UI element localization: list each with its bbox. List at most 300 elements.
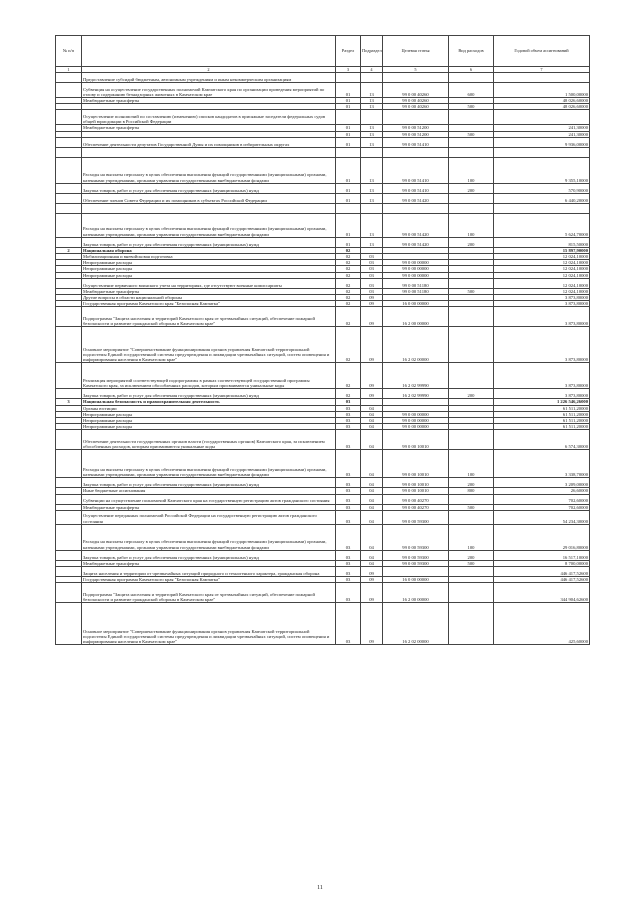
row-subsection-cell: 03 bbox=[361, 278, 383, 288]
row-vid-cell bbox=[449, 137, 494, 147]
row-section-cell: 01 bbox=[336, 125, 361, 131]
table-row bbox=[56, 478, 590, 488]
row-name-cell: Закупка товаров, работ и услуг для обеспечения государственных (муниципальных) нужд bbox=[82, 478, 336, 488]
row-vid-cell: 500 bbox=[449, 104, 494, 110]
row-amount-cell: 3 209,00000 bbox=[494, 478, 590, 488]
row-target-cell: 16 2 02 99990 bbox=[383, 363, 449, 389]
row-target-cell: 99 0 00 40270 bbox=[383, 494, 449, 504]
row-section-cell: 03 bbox=[336, 478, 361, 488]
row-target-cell: 99 0 00 40260 bbox=[383, 98, 449, 104]
table-row bbox=[56, 389, 590, 399]
row-name-cell: Осуществление первичного воинского учета на территориях, где отсутствуют военные комиссариаты bbox=[82, 278, 336, 288]
row-target-cell: 99 0 00 40260 bbox=[383, 104, 449, 110]
row-section-cell: 03 bbox=[336, 560, 361, 566]
row-amount-cell: 48 026,60000 bbox=[494, 104, 590, 110]
table-body bbox=[56, 73, 590, 645]
row-target-cell bbox=[383, 110, 449, 125]
table-row bbox=[56, 524, 590, 550]
row-target-cell: 99 0 00 10010 bbox=[383, 478, 449, 488]
row-num-cell bbox=[56, 83, 82, 98]
row-target-cell: 99 0 00 00000 bbox=[383, 260, 449, 266]
row-amount-cell: 9 936,00000 bbox=[494, 137, 590, 147]
row-num-cell bbox=[56, 389, 82, 399]
row-target-cell: 16 2 00 00000 bbox=[383, 583, 449, 603]
row-amount-cell: 12 024,10000 bbox=[494, 278, 590, 288]
row-target-cell: 99 0 00 00000 bbox=[383, 272, 449, 278]
row-amount-cell: 61 511,20000 bbox=[494, 424, 590, 430]
row-vid-cell bbox=[449, 603, 494, 645]
row-name-cell: Другие вопросы в области национальной обороны bbox=[82, 295, 336, 301]
row-target-cell: 99 0 00 51200 bbox=[383, 125, 449, 131]
row-amount-cell: 9 355,10000 bbox=[494, 157, 590, 183]
row-name-cell: Реализация мероприятий соответствующей подпрограммы в рамках соответствующей государственной программы Камчатского края, за исключением обособленных расходов, которым присваиваются уникальные коды bbox=[82, 363, 336, 389]
row-vid-cell bbox=[449, 110, 494, 125]
row-amount-cell: 702,60000 bbox=[494, 494, 590, 504]
row-target-cell: 99 0 00 51200 bbox=[383, 131, 449, 137]
row-vid-cell bbox=[449, 73, 494, 83]
row-target-cell: 99 0 00 40270 bbox=[383, 504, 449, 510]
row-vid-cell: 200 bbox=[449, 478, 494, 488]
row-section-cell: 03 bbox=[336, 577, 361, 583]
row-num-cell bbox=[56, 510, 82, 524]
table-row bbox=[56, 583, 590, 603]
row-name-cell: Закупка товаров, работ и услуг для обеспечения государственных (муниципальных) нужд bbox=[82, 389, 336, 399]
row-amount-cell: 3 873,80000 bbox=[494, 363, 590, 389]
row-vid-cell: 200 bbox=[449, 237, 494, 247]
row-num-cell bbox=[56, 278, 82, 288]
row-amount-cell: 8 700,00000 bbox=[494, 560, 590, 566]
col-number: 3 bbox=[336, 67, 361, 73]
row-name-cell: Межбюджетные трансферты bbox=[82, 560, 336, 566]
row-name-cell: Подпрограмма "Защита населения и территорий Камчатского края от чрезвычайных ситуаций, обеспечение пожарной безопасности и развитие гражданской обороны в Камчатском крае" bbox=[82, 307, 336, 327]
row-name-cell: Субвенции на осуществление полномочий Камчатского края на государственную регистрацию актов гражданского состояния bbox=[82, 494, 336, 504]
row-subsection-cell: 04 bbox=[361, 424, 383, 430]
row-amount-cell bbox=[494, 110, 590, 125]
row-vid-cell bbox=[449, 494, 494, 504]
table-row bbox=[56, 193, 590, 203]
row-section-cell: 03 bbox=[336, 510, 361, 524]
row-subsection-cell: 13 bbox=[361, 213, 383, 237]
row-name-cell: Непрограммные расходы bbox=[82, 411, 336, 417]
row-amount-cell: 54 234,30000 bbox=[494, 510, 590, 524]
row-subsection-cell: 03 bbox=[361, 266, 383, 272]
row-vid-cell bbox=[449, 193, 494, 203]
row-name-cell: Межбюджетные трансферты bbox=[82, 125, 336, 131]
row-name-cell: Обеспечение деятельности государственных органов власти (государственных органов) Камчатского края, за исключением обособленных расходов, которым присваиваются уникальные коды bbox=[82, 430, 336, 450]
row-name-cell: Органы юстиции bbox=[82, 405, 336, 411]
row-vid-cell: 200 bbox=[449, 389, 494, 399]
row-vid-cell bbox=[449, 363, 494, 389]
header-amount: Годовой объем ассигнований bbox=[494, 36, 590, 67]
row-subsection-cell: 04 bbox=[361, 450, 383, 478]
row-name-cell: Расходы на выплаты персоналу в целях обеспечения выполнения функций государственными (муниципальными) органами, казенными учреждениями, органами управления государственными внебюджетными фондами bbox=[82, 213, 336, 237]
row-num-cell bbox=[56, 567, 82, 577]
row-subsection-cell: 04 bbox=[361, 405, 383, 411]
row-section-cell: 02 bbox=[336, 389, 361, 399]
row-subsection-cell: 13 bbox=[361, 157, 383, 183]
row-name-cell: Обеспечение деятельности депутатов Государственной Думы и их помощников в избирательных округах bbox=[82, 137, 336, 147]
row-subsection-cell: 04 bbox=[361, 478, 383, 488]
row-subsection-cell: 04 bbox=[361, 504, 383, 510]
row-vid-cell bbox=[449, 567, 494, 577]
col-number: 4 bbox=[361, 67, 383, 73]
row-subsection-cell: 03 bbox=[361, 288, 383, 294]
row-section-cell: 02 bbox=[336, 327, 361, 363]
row-subsection-cell: 04 bbox=[361, 510, 383, 524]
row-num-cell bbox=[56, 478, 82, 488]
table-row bbox=[56, 237, 590, 247]
col-number: 1 bbox=[56, 67, 82, 73]
row-subsection-cell: 13 bbox=[361, 193, 383, 203]
row-name-cell: Закупка товаров, работ и услуг для обеспечения государственных (муниципальных) нужд bbox=[82, 183, 336, 193]
row-subsection-cell: 03 bbox=[361, 260, 383, 266]
row-target-cell: 99 0 00 59300 bbox=[383, 560, 449, 566]
table-row bbox=[56, 213, 590, 237]
row-subsection-cell: 04 bbox=[361, 411, 383, 417]
row-target-cell: 99 0 00 51420 bbox=[383, 213, 449, 237]
row-target-cell: 99 0 00 10010 bbox=[383, 430, 449, 450]
row-section-cell: 01 bbox=[336, 83, 361, 98]
row-section-cell: 01 bbox=[336, 157, 361, 183]
row-name-cell: Расходы на выплаты персоналу в целях обеспечения выполнения функций государственными (муниципальными) органами, казенными учреждениями, органами управления государственными внебюджетными фондами bbox=[82, 157, 336, 183]
row-amount-cell: 241,30000 bbox=[494, 131, 590, 137]
row-num-cell bbox=[56, 524, 82, 550]
row-subsection-cell: 13 bbox=[361, 125, 383, 131]
row-name-cell: Национальная безопасность и правоохранительная деятельность bbox=[82, 399, 336, 405]
row-subsection-cell: 09 bbox=[361, 327, 383, 363]
row-subsection-cell bbox=[361, 203, 383, 213]
row-amount-cell: 12 024,10000 bbox=[494, 260, 590, 266]
row-num-cell bbox=[56, 213, 82, 237]
row-vid-cell: 100 bbox=[449, 213, 494, 237]
row-num-cell bbox=[56, 307, 82, 327]
row-target-cell: 99 0 00 59300 bbox=[383, 524, 449, 550]
row-vid-cell bbox=[449, 327, 494, 363]
row-subsection-cell: 09 bbox=[361, 577, 383, 583]
row-subsection-cell: 03 bbox=[361, 272, 383, 278]
row-vid-cell: 100 bbox=[449, 450, 494, 478]
row-subsection-cell: 13 bbox=[361, 237, 383, 247]
row-amount-cell: 61 511,20000 bbox=[494, 418, 590, 424]
row-vid-cell: 500 bbox=[449, 288, 494, 294]
row-target-cell: 99 0 00 51180 bbox=[383, 278, 449, 288]
row-name-cell: Осуществление переданных полномочий Российской Федерации на государственную регистрацию актов гражданского состояния bbox=[82, 510, 336, 524]
row-amount-cell: 3 873,80000 bbox=[494, 389, 590, 399]
table-row bbox=[56, 450, 590, 478]
row-target-cell: 16 0 00 00000 bbox=[383, 577, 449, 583]
row-amount-cell: 12 024,10000 bbox=[494, 272, 590, 278]
row-amount-cell: 12 024,10000 bbox=[494, 254, 590, 260]
row-target-cell: 99 0 00 40260 bbox=[383, 83, 449, 98]
row-subsection-cell: 13 bbox=[361, 183, 383, 193]
row-num-cell bbox=[56, 450, 82, 478]
table-row bbox=[56, 183, 590, 193]
row-amount-cell: 61 511,20000 bbox=[494, 405, 590, 411]
row-target-cell: 99 0 00 00000 bbox=[383, 424, 449, 430]
row-section-cell: 01 bbox=[336, 104, 361, 110]
row-section-cell: 03 bbox=[336, 450, 361, 478]
row-section-cell: 02 bbox=[336, 278, 361, 288]
row-subsection-cell: 04 bbox=[361, 488, 383, 494]
row-section-cell: 02 bbox=[336, 247, 361, 253]
row-section-cell: 03 bbox=[336, 494, 361, 504]
row-name-cell: Межбюджетные трансферты bbox=[82, 98, 336, 104]
row-subsection-cell bbox=[361, 73, 383, 83]
row-name-cell: Закупка товаров, работ и услуг для обеспечения государственных (муниципальных) нужд bbox=[82, 550, 336, 560]
col-number: 7 bbox=[494, 67, 590, 73]
row-section-cell: 03 bbox=[336, 418, 361, 424]
row-num-cell bbox=[56, 137, 82, 147]
row-num-cell bbox=[56, 183, 82, 193]
row-section-cell bbox=[336, 73, 361, 83]
row-section-cell: 03 bbox=[336, 583, 361, 603]
table-row bbox=[56, 327, 590, 363]
row-name-cell: Субвенция на осуществление государственных полномочий Камчатского края по организации проведения мероприятий по отлову и содержанию безнадзорных животных в Камчатском крае bbox=[82, 83, 336, 98]
row-vid-cell bbox=[449, 203, 494, 213]
row-amount-cell: 702,60000 bbox=[494, 504, 590, 510]
row-name-cell: Межбюджетные трансферты bbox=[82, 504, 336, 510]
table-row bbox=[56, 603, 590, 645]
row-amount-cell: 3 338,70000 bbox=[494, 450, 590, 478]
header-subsection: Подраздел bbox=[361, 36, 383, 67]
row-subsection-cell: 09 bbox=[361, 603, 383, 645]
row-name-cell: Непрограммные расходы bbox=[82, 272, 336, 278]
row-subsection-cell: 13 bbox=[361, 98, 383, 104]
row-amount-cell: 241,30000 bbox=[494, 125, 590, 131]
row-num-cell bbox=[56, 73, 82, 83]
row-subsection-cell: 04 bbox=[361, 524, 383, 550]
row-amount-cell: 344 904,62600 bbox=[494, 583, 590, 603]
row-target-cell: 99 0 00 51410 bbox=[383, 137, 449, 147]
row-subsection-cell: 13 bbox=[361, 137, 383, 147]
row-name-cell: Межбюджетные трансферты bbox=[82, 288, 336, 294]
row-vid-cell: 100 bbox=[449, 157, 494, 183]
row-num-cell bbox=[56, 110, 82, 125]
row-target-cell: 16 2 00 00000 bbox=[383, 307, 449, 327]
row-subsection-cell: 09 bbox=[361, 363, 383, 389]
row-target-cell bbox=[383, 567, 449, 577]
row-vid-cell: 600 bbox=[449, 83, 494, 98]
row-section-cell: 03 bbox=[336, 603, 361, 645]
row-target-cell: 99 0 00 10010 bbox=[383, 488, 449, 494]
row-section-cell: 01 bbox=[336, 237, 361, 247]
table-row bbox=[56, 83, 590, 98]
row-subsection-cell: 04 bbox=[361, 550, 383, 560]
row-section-cell bbox=[336, 147, 361, 157]
table-row bbox=[56, 430, 590, 450]
row-name-cell: Предоставление субсидий бюджетным, автономным учреждениям и иным некоммерческим организациям bbox=[82, 73, 336, 83]
row-amount-cell: 3 873,80000 bbox=[494, 295, 590, 301]
row-name-cell: Непрограммные расходы bbox=[82, 424, 336, 430]
header-section: Раздел bbox=[336, 36, 361, 67]
row-section-cell: 01 bbox=[336, 213, 361, 237]
row-section-cell bbox=[336, 203, 361, 213]
row-num-cell bbox=[56, 157, 82, 183]
table-row bbox=[56, 363, 590, 389]
row-name-cell: Основное мероприятие "Совершенствование функционирования органов управления Камчатской территориальной подсистемы Единой государственной системы предупреждения и ликвидации чрезвычайных ситуаций, систем оповещения и информирования населения в Камчатском крае" bbox=[82, 603, 336, 645]
row-target-cell: 99 0 00 00000 bbox=[383, 266, 449, 272]
table-row bbox=[56, 147, 590, 157]
row-target-cell: 99 0 00 51420 bbox=[383, 237, 449, 247]
row-section-cell: 02 bbox=[336, 272, 361, 278]
row-num-cell bbox=[56, 603, 82, 645]
row-name-cell: Иные бюджетные ассигнования bbox=[82, 488, 336, 494]
table-header-row bbox=[56, 36, 590, 67]
header-name bbox=[82, 36, 336, 67]
table-row bbox=[56, 567, 590, 577]
row-subsection-cell: 13 bbox=[361, 83, 383, 98]
row-vid-cell bbox=[449, 307, 494, 327]
row-target-cell bbox=[383, 147, 449, 157]
row-amount-cell: 29 016,80000 bbox=[494, 524, 590, 550]
row-section-cell: 01 bbox=[336, 193, 361, 203]
row-section-cell: 03 bbox=[336, 399, 361, 405]
row-section-cell: 02 bbox=[336, 307, 361, 327]
row-amount-cell: 1 226 546,26000 bbox=[494, 399, 590, 405]
row-section-cell: 02 bbox=[336, 260, 361, 266]
row-subsection-cell: 09 bbox=[361, 389, 383, 399]
row-vid-cell: 100 bbox=[449, 524, 494, 550]
row-amount-cell: 3 873,80000 bbox=[494, 307, 590, 327]
table-row bbox=[56, 494, 590, 504]
table-row bbox=[56, 307, 590, 327]
row-num-cell bbox=[56, 237, 82, 247]
row-section-cell: 02 bbox=[336, 363, 361, 389]
row-amount-cell: 570,90000 bbox=[494, 183, 590, 193]
col-number: 6 bbox=[449, 67, 494, 73]
table-row bbox=[56, 137, 590, 147]
row-target-cell: 99 0 00 51410 bbox=[383, 183, 449, 193]
row-target-cell: 16 2 02 00000 bbox=[383, 327, 449, 363]
row-section-cell: 01 bbox=[336, 98, 361, 104]
row-amount-cell: 446 417,52600 bbox=[494, 567, 590, 577]
row-name-cell: Защита населения и территории от чрезвычайных ситуаций природного и техногенного характера, гражданская оборона bbox=[82, 567, 336, 577]
row-section-cell: 02 bbox=[336, 266, 361, 272]
row-vid-cell: 500 bbox=[449, 504, 494, 510]
budget-table bbox=[55, 35, 590, 645]
row-section-cell bbox=[336, 110, 361, 125]
row-subsection-cell: 09 bbox=[361, 583, 383, 603]
row-vid-cell: 800 bbox=[449, 488, 494, 494]
row-target-cell: 16 2 02 99990 bbox=[383, 389, 449, 399]
col-number: 5 bbox=[383, 67, 449, 73]
header-num: № п/п bbox=[56, 36, 82, 67]
row-name-cell: Основное мероприятие "Совершенствование функционирования органов управления Камчатской территориальной подсистемы Единой государственной системы предупреждения и ликвидации чрезвычайных ситуаций, систем оповещения и информирования населения в Камчатском крае" bbox=[82, 327, 336, 363]
row-num-cell bbox=[56, 147, 82, 157]
row-num-cell bbox=[56, 550, 82, 560]
row-vid-cell: 500 bbox=[449, 560, 494, 566]
row-target-cell: 99 0 00 51410 bbox=[383, 157, 449, 183]
row-amount-cell bbox=[494, 147, 590, 157]
row-subsection-cell: 13 bbox=[361, 131, 383, 137]
table-row bbox=[56, 550, 590, 560]
row-target-cell: 99 0 00 51180 bbox=[383, 288, 449, 294]
row-num-cell bbox=[56, 193, 82, 203]
row-section-cell: 02 bbox=[336, 295, 361, 301]
row-num-cell: 2 bbox=[56, 247, 82, 253]
row-section-cell: 03 bbox=[336, 488, 361, 494]
row-target-cell bbox=[383, 203, 449, 213]
row-name-cell: Мобилизационная и вневойсковая подготовка bbox=[82, 254, 336, 260]
row-num-cell bbox=[56, 363, 82, 389]
row-section-cell: 03 bbox=[336, 424, 361, 430]
row-name-cell: Непрограммные расходы bbox=[82, 266, 336, 272]
col-number: 2 bbox=[82, 67, 336, 73]
table-row bbox=[56, 157, 590, 183]
row-name-cell: Подпрограмма "Защита населения и территорий Камчатского края от чрезвычайных ситуаций, обеспечение пожарной безопасности и развитие гражданской обороны в Камчатском крае" bbox=[82, 583, 336, 603]
header-target: Целевая статья bbox=[383, 36, 449, 67]
row-amount-cell: 3 873,80000 bbox=[494, 301, 590, 307]
row-section-cell: 03 bbox=[336, 405, 361, 411]
row-target-cell: 99 0 00 59300 bbox=[383, 510, 449, 524]
row-num-cell bbox=[56, 430, 82, 450]
row-section-cell: 01 bbox=[336, 137, 361, 147]
row-amount-cell: 815,50000 bbox=[494, 237, 590, 247]
row-num-cell: 3 bbox=[56, 399, 82, 405]
table-row bbox=[56, 73, 590, 83]
row-amount-cell: 48 026,60000 bbox=[494, 98, 590, 104]
row-name-cell: Расходы на выплаты персоналу в целях обеспечения выполнения функций государственными (муниципальными) органами, казенными учреждениями, органами управления государственными внебюджетными фондами bbox=[82, 524, 336, 550]
row-subsection-cell bbox=[361, 110, 383, 125]
table-row bbox=[56, 278, 590, 288]
row-vid-cell: 200 bbox=[449, 183, 494, 193]
row-name-cell: Государственная программа Камчатского края "Безопасная Камчатка" bbox=[82, 301, 336, 307]
row-target-cell: 99 0 00 00000 bbox=[383, 418, 449, 424]
header-vid: Вид расходов bbox=[449, 36, 494, 67]
row-name-cell: Расходы на выплаты персоналу в целях обеспечения выполнения функций государственными (муниципальными) органами, казенными учреждениями, органами управления государственными внебюджетными фондами bbox=[82, 450, 336, 478]
row-target-cell: 99 0 00 59300 bbox=[383, 550, 449, 560]
row-target-cell: 99 0 00 10010 bbox=[383, 450, 449, 478]
row-name-cell: Непрограммные расходы bbox=[82, 260, 336, 266]
row-target-cell: 99 0 00 00000 bbox=[383, 411, 449, 417]
row-amount-cell: 3 873,80000 bbox=[494, 327, 590, 363]
row-amount-cell: 446 417,52600 bbox=[494, 577, 590, 583]
row-name-cell: Национальная оборона bbox=[82, 247, 336, 253]
row-name-cell: Непрограммные расходы bbox=[82, 418, 336, 424]
row-name-cell: Обеспечение членов Совета Федерации и их помощников в субъектах Российской Федерации bbox=[82, 193, 336, 203]
row-vid-cell bbox=[449, 430, 494, 450]
row-name-cell: Государственная программа Камчатского края "Безопасная Камчатка" bbox=[82, 577, 336, 583]
row-num-cell bbox=[56, 583, 82, 603]
row-section-cell: 03 bbox=[336, 567, 361, 577]
row-section-cell: 02 bbox=[336, 288, 361, 294]
row-subsection-cell: 04 bbox=[361, 418, 383, 424]
row-subsection-cell bbox=[361, 147, 383, 157]
row-amount-cell: 26,60000 bbox=[494, 488, 590, 494]
page-number: 11 bbox=[317, 885, 323, 891]
row-amount-cell: 5 624,70000 bbox=[494, 213, 590, 237]
row-amount-cell: 425,60000 bbox=[494, 603, 590, 645]
row-vid-cell bbox=[449, 147, 494, 157]
row-subsection-cell: 04 bbox=[361, 494, 383, 504]
row-amount-cell: 1 500,00000 bbox=[494, 83, 590, 98]
row-target-cell: 16 0 00 00000 bbox=[383, 301, 449, 307]
row-vid-cell bbox=[449, 583, 494, 603]
row-amount-cell: 12 024,10000 bbox=[494, 288, 590, 294]
row-target-cell bbox=[383, 73, 449, 83]
row-section-cell: 03 bbox=[336, 430, 361, 450]
row-vid-cell bbox=[449, 278, 494, 288]
row-amount-cell: 16 517,10000 bbox=[494, 550, 590, 560]
row-section-cell: 03 bbox=[336, 504, 361, 510]
row-subsection-cell: 13 bbox=[361, 104, 383, 110]
row-section-cell: 01 bbox=[336, 183, 361, 193]
row-amount-cell bbox=[494, 203, 590, 213]
row-subsection-cell: 03 bbox=[361, 254, 383, 260]
row-amount-cell: 15 897,90000 bbox=[494, 247, 590, 253]
row-section-cell: 02 bbox=[336, 301, 361, 307]
row-subsection-cell: 09 bbox=[361, 295, 383, 301]
